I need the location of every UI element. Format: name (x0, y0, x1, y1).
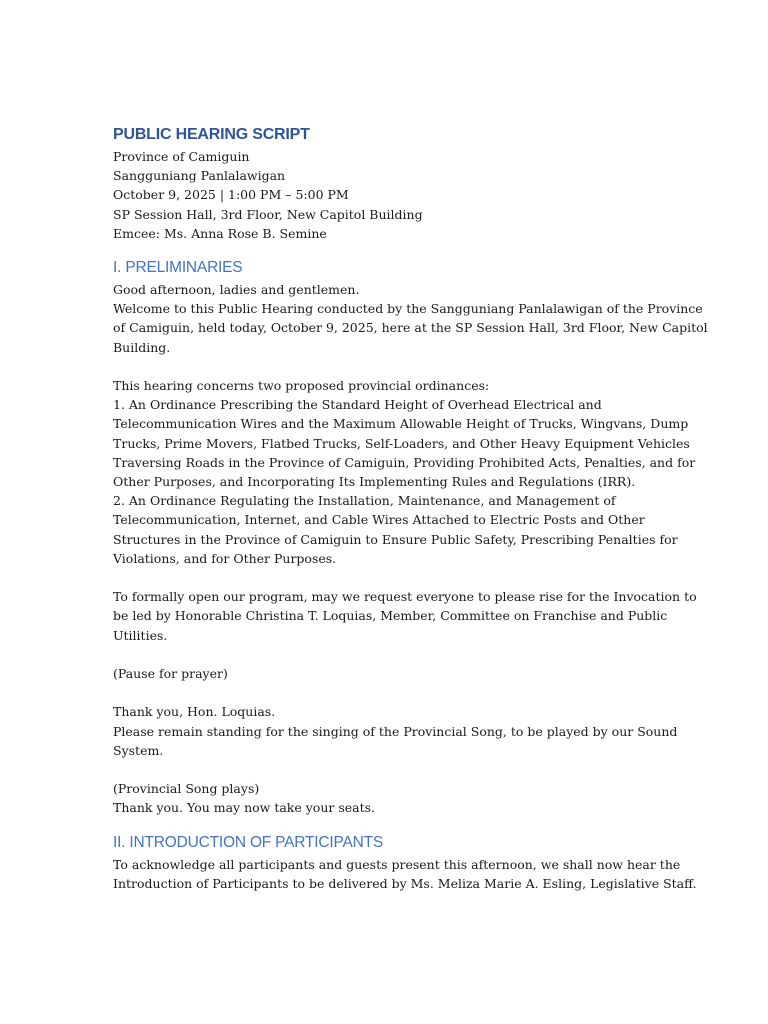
paragraph-spacer (113, 645, 661, 664)
ordinance-2-line: 2. An Ordinance Regulating the Installation, Maintenance, and Management of (113, 493, 616, 509)
header-venue: SP Session Hall, 3rd Floor, New Capitol Building (113, 206, 423, 222)
ordinance-1-line: Traversing Roads in the Province of Camiguin, Providing Prohibited Acts, Penalties, and for (113, 454, 696, 470)
ordinance-2-line: Structures in the Province of Camiguin to Ensure Public Safety, Prescribing Penalties for (113, 531, 678, 547)
header-date-time: October 9, 2025 | 1:00 PM – 5:00 PM (113, 187, 349, 203)
stage-direction: (Pause for prayer) (113, 666, 228, 682)
paragraph-line: Thank you. You may now take your seats. (113, 800, 376, 816)
paragraph-line: Welcome to this Public Hearing conducted by the Sangguniang Panlalawigan of the Province (113, 301, 703, 317)
paragraph-line: Please remain standing for the singing of the Provincial Song, to be played by our Sound (113, 723, 678, 739)
paragraph-spacer (113, 683, 661, 702)
ordinance-1-line: Other Purposes, and Incorporating Its Implementing Rules and Regulations (IRR). (113, 474, 636, 490)
section-heading-preliminaries: I. PRELIMINARIES (113, 259, 243, 277)
paragraph-line: Thank you, Hon. Loquias. (113, 704, 276, 720)
header-province: Province of Camiguin (113, 149, 250, 164)
document-title: PUBLIC HEARING SCRIPT (113, 126, 310, 143)
document-header-block (113, 147, 661, 243)
paragraph-line: System. (113, 742, 164, 758)
paragraph-spacer (113, 357, 661, 376)
ordinance-2-line: Violations, and for Other Purposes. (113, 550, 337, 566)
ordinance-1-line: Telecommunication Wires and the Maximum Allowable Height of Trucks, Wingvans, Dump (113, 416, 689, 432)
paragraph-line: of Camiguin, held today, October 9, 2025, here at the SP Session Hall, 3rd Floor, New Capitol (113, 320, 708, 336)
header-body: Sangguniang Panlalawigan (113, 168, 286, 184)
paragraph-line: Building. (113, 339, 171, 355)
paragraph-line: Introduction of Participants to be delivered by Ms. Meliza Marie A. Esling, Legislative Staff. (113, 875, 697, 891)
paragraph-line: Good afternoon, ladies and gentlemen. (113, 282, 360, 298)
paragraph-line: To formally open our program, may we request everyone to please rise for the Invocation to (113, 589, 697, 605)
section-body-preliminaries (113, 280, 708, 818)
ordinance-2-line: Telecommunication, Internet, and Cable Wires Attached to Electric Posts and Other (113, 512, 645, 528)
document-page (113, 124, 708, 893)
paragraph-spacer (113, 760, 661, 779)
paragraph-spacer (113, 568, 661, 587)
section-heading-introduction: II. INTRODUCTION OF PARTICIPANTS (113, 833, 384, 851)
header-emcee: Emcee: Ms. Anna Rose B. Semine (113, 225, 327, 241)
ordinance-1-line: 1. An Ordinance Prescribing the Standard Height of Overhead Electrical and (113, 397, 602, 413)
paragraph-line: To acknowledge all participants and guests present this afternoon, we shall now hear the (113, 856, 681, 872)
paragraph-line: This hearing concerns two proposed provincial ordinances: (113, 378, 490, 394)
section-body-introduction (113, 855, 697, 893)
paragraph-line: be led by Honorable Christina T. Loquias, Member, Committee on Franchise and Public (113, 608, 668, 624)
ordinance-1-line: Trucks, Prime Movers, Flatbed Trucks, Self-Loaders, and Other Heavy Equipment Vehicles (113, 435, 690, 451)
stage-direction: (Provincial Song plays) (113, 781, 260, 797)
paragraph-line: Utilities. (113, 627, 168, 643)
